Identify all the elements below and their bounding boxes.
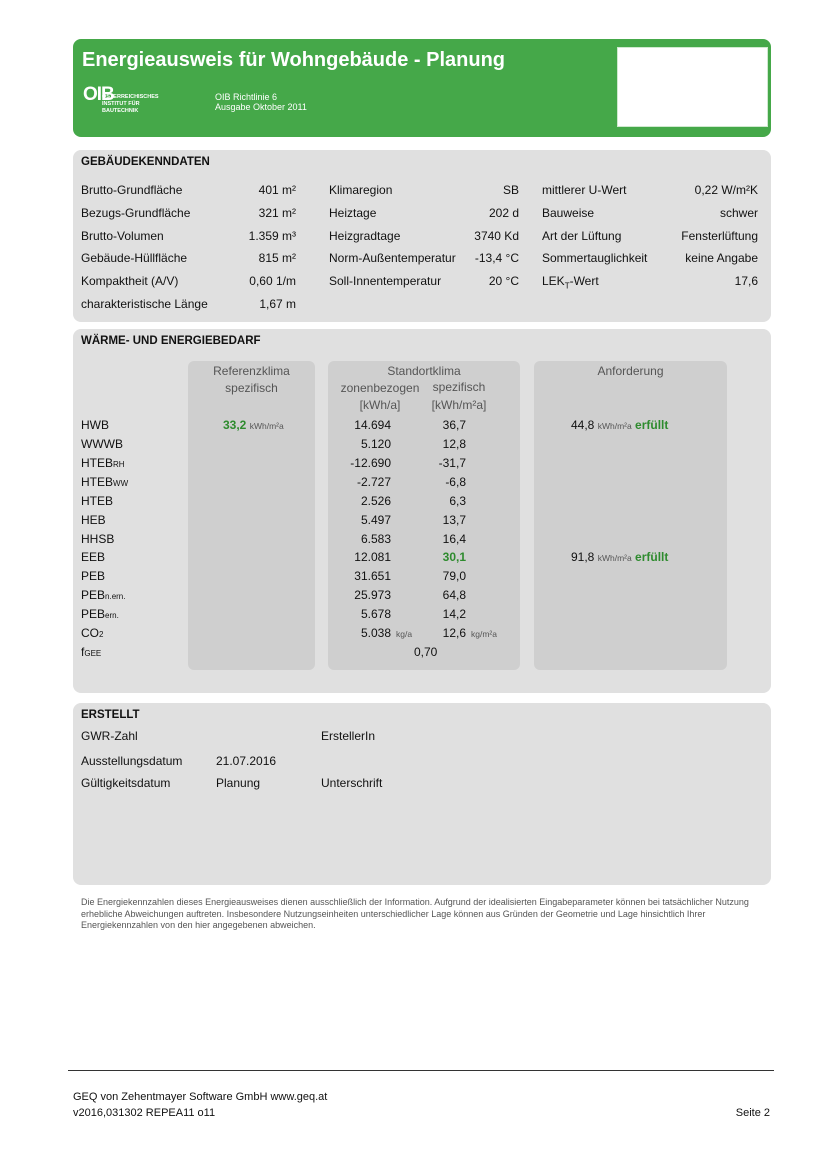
- energy-row-label: [81, 588, 125, 602]
- validity-label: Gültigkeitsdatum: [81, 776, 171, 790]
- requirement-column: [534, 361, 727, 670]
- fgee-value: 0,70: [414, 645, 438, 659]
- energy-row-label-sub: n.ern.: [105, 592, 126, 601]
- requirement-eeb-value: 91,8: [571, 550, 595, 564]
- building-data-label: Art der Lüftung: [542, 229, 622, 243]
- energy-row-specific-value: 36,7: [442, 418, 466, 432]
- site-climate-specific-unit: [kWh/m²a]: [431, 398, 487, 412]
- energy-row-zone-value: 5.678: [360, 607, 391, 621]
- energy-row-zone-value: 25.973: [354, 588, 391, 602]
- lek-label-sub: T: [564, 281, 570, 291]
- building-data-label: Norm-Außentemperatur: [329, 251, 456, 265]
- energy-row-label-main: HTEB: [81, 456, 114, 470]
- energy-row-label: [81, 456, 125, 470]
- energy-row-label-sub: ern.: [105, 611, 119, 620]
- energy-row-specific-value: 30,1: [442, 550, 466, 564]
- requirement-hwb-unit: kWh/m²a: [597, 421, 632, 431]
- requirement-eeb-status: erfüllt: [635, 550, 669, 564]
- building-data-value: 202 d: [488, 206, 519, 220]
- building-data-label: Brutto-Grundfläche: [81, 183, 183, 197]
- building-data-value: 0,60 1/m: [249, 274, 296, 288]
- building-data-label: Sommertauglichkeit: [542, 251, 648, 265]
- building-data-label: Kompaktheit (A/V): [81, 274, 179, 288]
- requirement-header: Anforderung: [597, 364, 664, 378]
- energy-row-zone-value: 31.651: [354, 569, 391, 583]
- energy-row-label: [81, 626, 103, 640]
- building-data-value: -13,4 °C: [474, 251, 519, 265]
- energy-row-label: [81, 569, 105, 583]
- energy-row-label: [81, 550, 105, 564]
- reference-climate-subheader: spezifisch: [225, 381, 278, 395]
- issued-title: ERSTELLT: [81, 709, 140, 721]
- oib-logo-text: [102, 94, 159, 115]
- building-data-value: 1,67 m: [259, 297, 296, 311]
- building-data-value: keine Angabe: [685, 251, 758, 265]
- building-data-value: 17,6: [734, 274, 758, 288]
- requirement-hwb-value: 44,8: [571, 418, 595, 432]
- energy-row-label: [81, 494, 113, 508]
- energy-row-specific-value: 13,7: [442, 513, 466, 527]
- building-data-value: 20 °C: [488, 274, 519, 288]
- energy-row-label-sub: 2: [99, 630, 104, 639]
- energy-row-label-main: PEB: [81, 607, 106, 621]
- reference-hwb-unit: kWh/m²a: [249, 421, 284, 431]
- building-data-label: Soll-Innentemperatur: [329, 274, 442, 288]
- energy-row-label: [81, 418, 109, 432]
- building-data-label: Heizgradtage: [329, 229, 401, 243]
- energy-demand-panel: [73, 329, 771, 693]
- requirement-eeb-unit: kWh/m²a: [597, 553, 632, 563]
- building-data-value: 3740 Kd: [474, 229, 519, 243]
- building-data-value: 401 m²: [258, 183, 296, 197]
- building-data-label: mittlerer U-Wert: [542, 183, 627, 197]
- certificate-header: [73, 39, 771, 137]
- site-climate-specific-header: spezifisch: [432, 380, 486, 394]
- building-data-value: schwer: [719, 206, 758, 220]
- reference-climate-column: [188, 361, 315, 670]
- energy-row-zone-value: 5.497: [360, 513, 391, 527]
- building-data-label: Gebäude-Hüllfläche: [81, 251, 188, 265]
- energy-row-label-sub: GEE: [84, 649, 102, 658]
- issued-panel: [73, 703, 771, 885]
- building-data-value: Fensterlüftung: [681, 229, 758, 243]
- oib-logo-line2: INSTITUT FÜR BAUTECHNIK: [102, 101, 140, 114]
- energy-row-specific-value: 16,4: [442, 532, 466, 546]
- co2-specific-unit: kg/m²a: [471, 629, 497, 639]
- issue-date-label: Ausstellungsdatum: [81, 754, 183, 768]
- reference-climate-header: Referenzklima: [213, 364, 290, 378]
- site-climate-header: Standortklima: [387, 364, 461, 378]
- signature-label: Unterschrift: [321, 776, 383, 790]
- building-data-value: 1.359 m³: [248, 229, 296, 243]
- energy-row-label-sub: WW: [113, 479, 129, 488]
- energy-row-label: [81, 645, 101, 659]
- building-data-label: charakteristische Länge: [81, 297, 208, 311]
- energy-row-specific-value: 79,0: [442, 569, 466, 583]
- certificate-title: Energieausweis für Wohngebäude - Planung: [82, 49, 506, 71]
- building-data-label: Klimaregion: [329, 183, 393, 197]
- creator-label: ErstellerIn: [321, 729, 376, 743]
- building-data-title: GEBÄUDEKENNDATEN: [81, 156, 210, 168]
- energy-row-label-main: HTEB: [81, 475, 114, 489]
- issue-date-value: 21.07.2016: [216, 754, 277, 768]
- energy-row-label-main: HHSB: [81, 532, 115, 546]
- energy-row-zone-value: 12.081: [354, 550, 391, 564]
- requirement-eeb: [571, 550, 668, 564]
- energy-row-specific-value: 14,2: [442, 607, 466, 621]
- energy-row-specific-value: 12,8: [442, 437, 466, 451]
- energy-row-label: [81, 607, 119, 621]
- building-data-label: Bezugs-Grundfläche: [81, 206, 191, 220]
- lek-label-main: LEK: [542, 274, 565, 288]
- building-data-label: Bauweise: [542, 206, 595, 220]
- energy-row-label: [81, 437, 123, 451]
- energy-row-label-main: PEB: [81, 569, 106, 583]
- validity-value: Planung: [216, 776, 261, 790]
- footer-page-number: Seite 2: [735, 1107, 770, 1119]
- requirement-hwb-status: erfüllt: [635, 418, 669, 432]
- energy-row-zone-value: 5.120: [360, 437, 391, 451]
- energy-row-specific-value: 64,8: [442, 588, 466, 602]
- energy-row-zone-value: 2.526: [360, 494, 391, 508]
- building-data-value: 0,22 W/m²K: [694, 183, 758, 197]
- energy-row-label-main: WWWB: [81, 437, 123, 451]
- stamp-box: [617, 47, 768, 127]
- oib-guideline: OIB Richtlinie 6: [215, 92, 278, 102]
- energy-row-specific-value: -6,8: [445, 475, 466, 489]
- reference-hwb-value: 33,2: [223, 418, 247, 432]
- energy-row-label: [81, 475, 128, 489]
- oib-logo-line1: ÖSTERREICHISCHES: [102, 94, 159, 100]
- building-data-label: [542, 274, 599, 290]
- building-data-value: 321 m²: [258, 206, 296, 220]
- footer-software: GEQ von Zehentmayer Software GmbH www.geq.at: [73, 1091, 328, 1103]
- building-data-panel: [73, 150, 771, 322]
- energy-row-zone-value: -2.727: [356, 475, 391, 489]
- disclaimer-text: Die Energiekennzahlen dieses Energieausweises dienen ausschließlich der Information. Aufgrund der idealisierten Eingabeparameter können bei tatsächlicher Nutzung erhebliche Abweichungen auftreten. Insbesondere Nutzungseinheiten unterschiedlicher Lage können aus Gründen der Geometrie und Lage hinsichtlich Ihrer Energiekennzahlen von den hier angegebenen abweichen.: [81, 897, 749, 930]
- energy-row-label-main: f: [81, 645, 85, 659]
- reference-hwb: [223, 418, 284, 432]
- gwr-label: GWR-Zahl: [81, 729, 138, 743]
- energy-row-specific-value: 6,3: [449, 494, 466, 508]
- energy-demand-title: WÄRME- UND ENERGIEBEDARF: [81, 335, 261, 347]
- building-data-label: Brutto-Volumen: [81, 229, 164, 243]
- co2-zone-unit: kg/a: [396, 629, 413, 639]
- site-climate-zone-header: zonenbezogen: [340, 381, 420, 395]
- lek-label-tail: -Wert: [569, 274, 599, 288]
- energy-row-zone-value: 5.038: [360, 626, 391, 640]
- energy-row-zone-value: -12.690: [350, 456, 391, 470]
- energy-row-label-main: CO: [81, 626, 99, 640]
- footer-version: v2016,031302 REPEA11 o11: [73, 1107, 216, 1119]
- requirement-hwb: [571, 418, 668, 432]
- energy-row-label-main: PEB: [81, 588, 106, 602]
- oib-logo-mark: OIB: [83, 84, 114, 105]
- oib-edition: Ausgabe Oktober 2011: [215, 102, 307, 112]
- site-climate-zone-unit: [kWh/a]: [359, 398, 401, 412]
- oib-guideline-info: [215, 92, 307, 112]
- energy-row-zone-value: 14.694: [354, 418, 391, 432]
- footer-divider: [68, 1070, 774, 1071]
- energy-row-label-main: HWB: [81, 418, 109, 432]
- building-data-value: 815 m²: [258, 251, 296, 265]
- energy-row-label-sub: RH: [113, 460, 125, 469]
- energy-row-label-main: HTEB: [81, 494, 114, 508]
- energy-row-specific-value: 12,6: [442, 626, 466, 640]
- building-data-label: Heiztage: [329, 206, 377, 220]
- building-data-value: SB: [502, 183, 519, 197]
- energy-row-label: [81, 532, 114, 546]
- energy-row-zone-value: 6.583: [360, 532, 391, 546]
- energy-row-label-main: EEB: [81, 550, 106, 564]
- energy-row-label-main: HEB: [81, 513, 106, 527]
- energy-row-label: [81, 513, 106, 527]
- energy-row-specific-value: -31,7: [438, 456, 466, 470]
